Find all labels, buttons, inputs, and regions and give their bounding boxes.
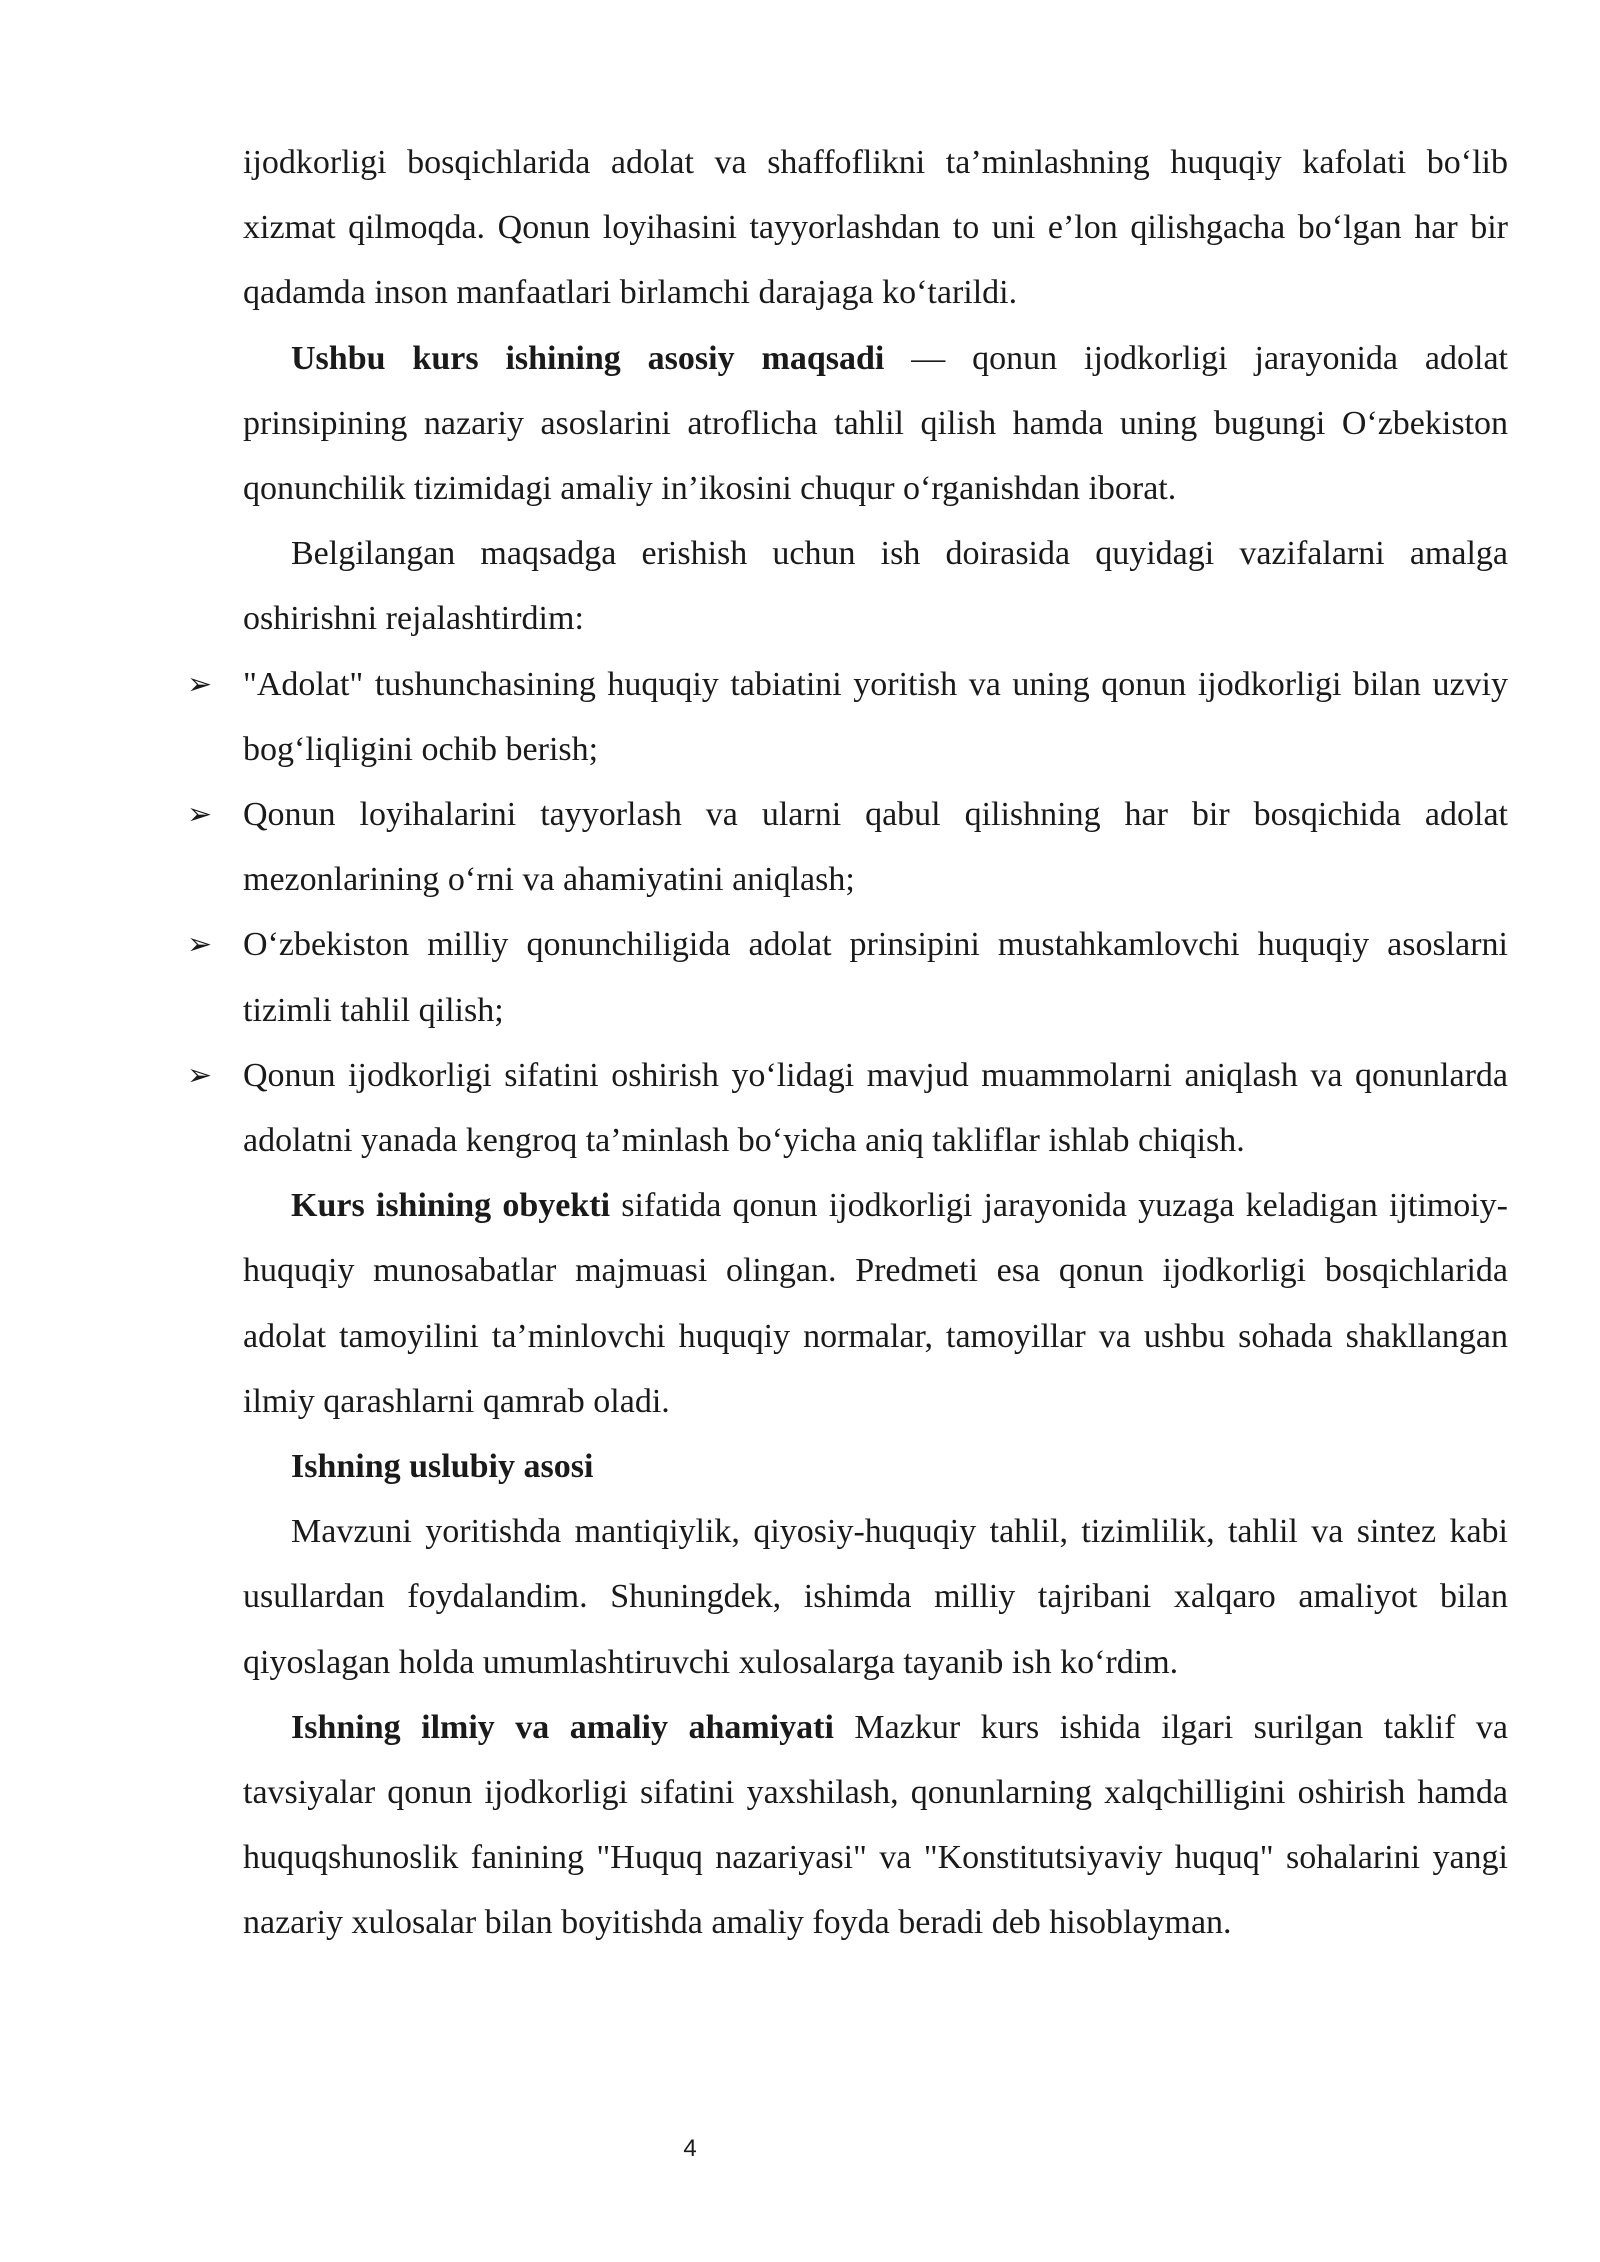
goal-paragraph: [243, 326, 1508, 522]
object-paragraph: [243, 1173, 1508, 1434]
task-text: Qonun ijodkorligi sifatini oshirish yo‘lidagi mavjud muammolarni aniqlash va qonunlarda adolatni yanada kengroq ta’minlash bo‘yicha aniq takliflar ishlab chiqish.: [243, 1056, 1508, 1160]
task-text: "Adolat" tushunchasining huquqiy tabiatini yoritish va uning qonun ijodkorligi bilan uzviy bog‘liqligini ochib berish;: [243, 665, 1508, 768]
list-item: [187, 652, 1508, 782]
method-heading: Ishning uslubiy asosi: [291, 1448, 594, 1486]
method-paragraph: Mavzuni yoritishda mantiqiylik, qiyosiy-huquqiy tahlil, tizimlilik, tahlil va sintez kabi usullardan foydalandim. Shuningdek, ishimda milliy tajribani xalqaro amaliyot bilan qiyoslagan holda umumlashtiruvchi xulosalarga tayanib ish ko‘rdim.: [243, 1513, 1508, 1681]
list-item: [187, 912, 1508, 1042]
arrow-bullet-icon: ➢: [187, 797, 213, 833]
task-text: Qonun loyihalarini tayyorlash va ularni qabul qilishning har bir bosqichida adolat mezonlarining o‘rni va ahamiyatini aniqlash;: [243, 796, 1508, 899]
page-content: [187, 130, 1509, 1956]
arrow-bullet-icon: ➢: [187, 666, 213, 702]
page-number: 4: [683, 2135, 697, 2162]
arrow-bullet-icon: ➢: [187, 1057, 213, 1093]
list-item: [187, 782, 1508, 912]
list-item: [187, 1043, 1508, 1173]
tasks-list: [187, 652, 1508, 1174]
tasks-intro-paragraph: Belgilangan maqsadga erishish uchun ish doirasida quyidagi vazifalarni amalga oshirishni rejalashtirdim:: [243, 535, 1508, 638]
significance-paragraph: [243, 1695, 1508, 1956]
intro-paragraph: ijodkorligi bosqichlarida adolat va shaffoflikni ta’minlashning huquqiy kafolati bo‘lib xizmat qilmoqda. Qonun loyihasini tayyorlashdan to uni e’lon qilishgacha bo‘lgan har bir qadamda inson manfaatlari birlamchi darajaga ko‘tarildi.: [243, 144, 1508, 312]
object-text: sifatida qonun ijodkorligi jarayonida yuzaga keladigan ijtimoiy-huquqiy munosabatlar majmuasi olingan. Predmeti esa qonun ijodkorligi bosqichlarida adolat tamoyilini ta’minlovchi huquqiy normalar, tamoyillar va ushbu sohada shakllangan ilmiy qarashlarni qamrab oladi.: [243, 1187, 1509, 1420]
goal-lead: Ushbu kurs ishining asosiy maqsadi: [291, 339, 885, 377]
object-lead: Kurs ishining obyekti: [291, 1187, 611, 1225]
significance-lead: Ishning ilmiy va amaliy ahamiyati: [291, 1708, 834, 1746]
goal-text: — qonun ijodkorligi jarayonida adolat prinsipining nazariy asoslarini atroflicha tahlil qilish hamda uning bugungi O‘zbekiston qonunchilik tizimidagi amaliy in’ikosini chuqur o‘rganishdan iborat.: [243, 339, 1508, 508]
significance-text: Mazkur kurs ishida ilgari surilgan taklif va tavsiyalar qonun ijodkorligi sifatini yaxshilash, qonunlarning xalqchilligini oshirish hamda huquqshunoslik fanining "Huquq nazariyasi" va "Konstitutsiyaviy huquq" sohalarini yangi nazariy xulosalar bilan boyitishda amaliy foyda beradi deb hisoblayman.: [243, 1708, 1508, 1942]
arrow-bullet-icon: ➢: [187, 927, 213, 963]
task-text: O‘zbekiston milliy qonunchiligida adolat prinsipini mustahkamlovchi huquqiy asoslarni tizimli tahlil qilish;: [243, 926, 1508, 1029]
